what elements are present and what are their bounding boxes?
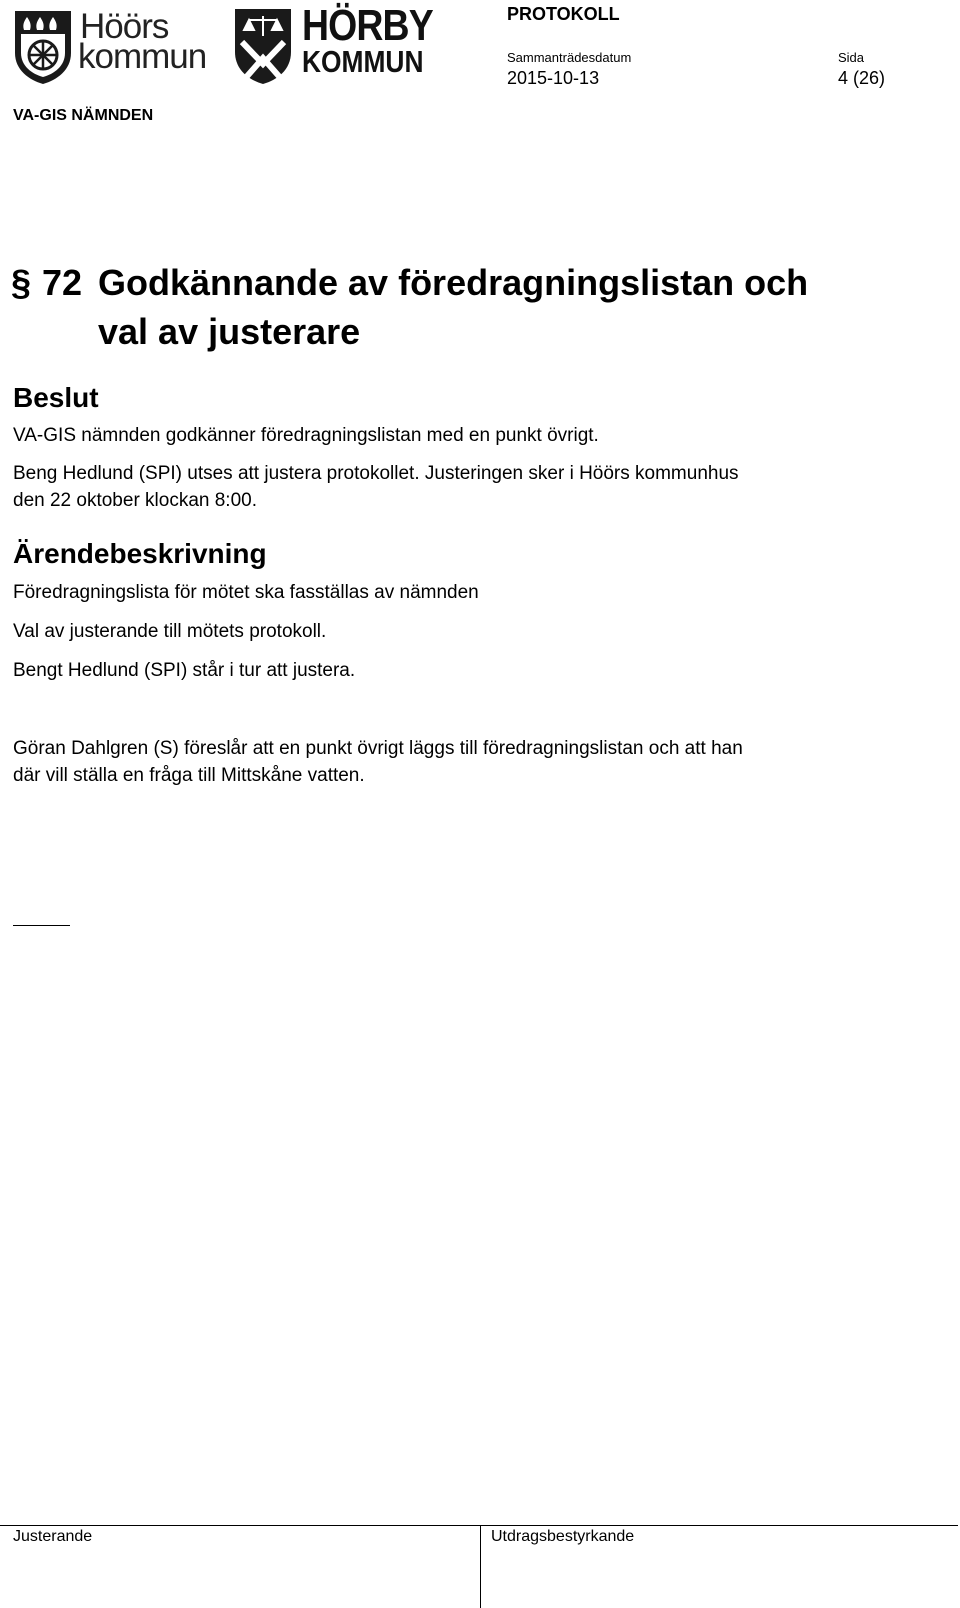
page-number: 4 (26) xyxy=(838,68,886,88)
beslut-paragraph-1: VA-GIS nämnden godkänner föredragningslistan med en punkt övrigt. xyxy=(13,425,599,446)
beslut-paragraph-2-line2: den 22 oktober klockan 8:00. xyxy=(13,490,258,511)
horby-coat-of-arms-icon xyxy=(232,6,294,86)
horby-logo-line1: HÖRBY xyxy=(302,1,433,50)
footer-divider xyxy=(480,1525,481,1608)
arende-paragraph-4-line2: där vill ställa en fråga till Mittskåne vatten. xyxy=(13,765,365,786)
hoor-logo-line2: kommun xyxy=(78,37,207,76)
footer-utdragsbestyrkande-label: Utdragsbestyrkande xyxy=(491,1528,635,1545)
hoor-kommun-logo xyxy=(12,8,212,88)
section-title-line1: Godkännande av föredragningslistan och xyxy=(98,262,809,303)
horby-kommun-logo xyxy=(232,1,433,88)
section-title-line2: val av justerare xyxy=(98,311,361,352)
arende-paragraph-1: Föredragningslista för mötet ska fasställas av nämnden xyxy=(13,582,479,603)
section-number: 72 xyxy=(42,262,83,303)
meeting-date-value: 2015-10-13 xyxy=(507,68,600,88)
beslut-paragraph-2-line1: Beng Hedlund (SPI) utses att justera protokollet. Justeringen sker i Höörs kommunhus xyxy=(13,463,739,484)
arende-paragraph-3: Bengt Hedlund (SPI) står i tur att justera. xyxy=(13,660,356,681)
department-name: VA-GIS NÄMNDEN xyxy=(13,107,154,124)
arende-paragraph-4-line1: Göran Dahlgren (S) föreslår att en punkt övrigt läggs till föredragningslistan och att han xyxy=(13,738,743,759)
hoor-logo-line1: Höörs xyxy=(80,7,169,46)
footer-top-rule xyxy=(0,1525,958,1526)
document-type: PROTOKOLL xyxy=(507,4,620,24)
arende-paragraph-2: Val av justerande till mötets protokoll. xyxy=(13,621,327,642)
beslut-heading: Beslut xyxy=(13,382,99,413)
footer-justerande-label: Justerande xyxy=(13,1528,93,1545)
page-label: Sida xyxy=(838,50,865,65)
section-symbol: § xyxy=(11,262,32,303)
hoor-coat-of-arms-icon xyxy=(12,8,74,86)
arendebeskrivning-heading: Ärendebeskrivning xyxy=(13,538,267,569)
meeting-date-label: Sammanträdesdatum xyxy=(507,50,632,65)
horby-logo-line2: KOMMUN xyxy=(302,44,424,79)
end-separator xyxy=(13,925,70,926)
